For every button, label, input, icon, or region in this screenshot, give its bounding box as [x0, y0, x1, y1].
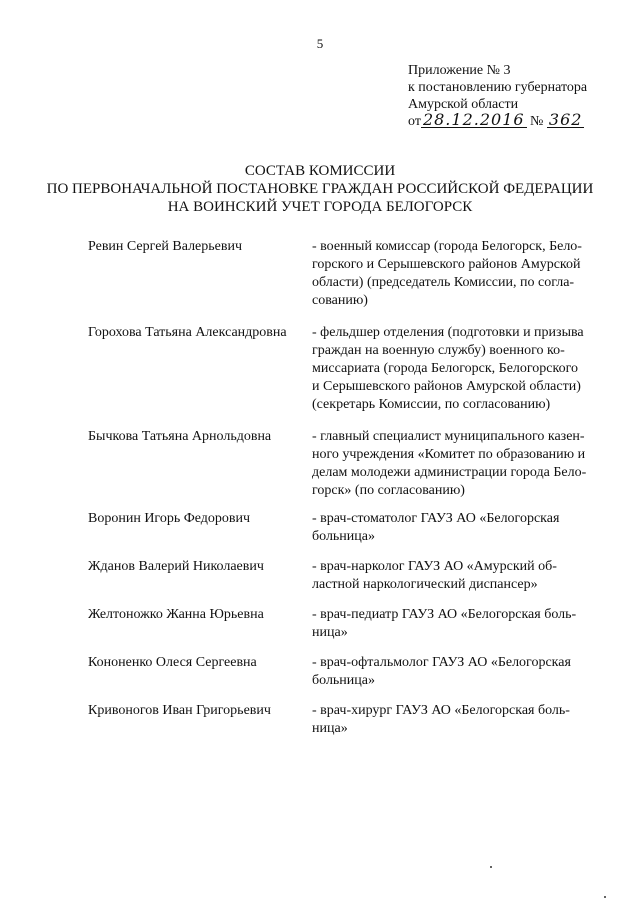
role-line: ластной наркологический диспансер» — [312, 577, 538, 592]
annex-block — [408, 62, 587, 130]
number-prefix: № — [530, 114, 544, 129]
member-name: Желтоножко Жанна Юрьевна — [88, 607, 264, 622]
role-line: и Серышевского районов Амурской области) — [312, 379, 581, 394]
document-title — [0, 162, 640, 216]
handwritten-number: 362 — [548, 110, 583, 129]
member-name: Жданов Валерий Николаевич — [88, 559, 264, 574]
member-role — [312, 238, 600, 310]
role-line: - врач-педиатр ГАУЗ АО «Белогорская боль- — [312, 607, 577, 622]
member-entry — [88, 510, 600, 546]
member-name: Кононенко Олеся Сергеевна — [88, 655, 257, 670]
title-line-2: ПО ПЕРВОНАЧАЛЬНОЙ ПОСТАНОВКЕ ГРАЖДАН РОССИЙСКОЙ ФЕДЕРАЦИИ — [46, 181, 594, 197]
member-entry — [88, 606, 600, 642]
role-line: ница» — [312, 721, 348, 736]
role-line: сованию) — [312, 293, 368, 308]
role-line: - врач-офтальмолог ГАУЗ АО «Белогорская — [312, 655, 571, 670]
role-line: - врач-хирург ГАУЗ АО «Белогорская боль- — [312, 703, 570, 718]
member-role — [312, 654, 600, 690]
role-line: ница» — [312, 625, 348, 640]
role-line: делам молодежи администрации города Бело- — [312, 465, 587, 480]
title-line-3: НА ВОИНСКИЙ УЧЕТ ГОРОДА БЕЛОГОРСК — [167, 199, 473, 215]
date-prefix: от — [408, 114, 421, 129]
role-line: - врач-нарколог ГАУЗ АО «Амурский об- — [312, 559, 557, 574]
title-line-1: СОСТАВ КОМИССИИ — [244, 163, 396, 179]
role-line: граждан на военную службу) военного ко- — [312, 343, 565, 358]
member-role — [312, 428, 600, 500]
annex-line-1: Приложение № 3 — [408, 63, 511, 78]
scan-speck — [490, 866, 492, 868]
member-name: Бычкова Татьяна Арнольдовна — [88, 429, 272, 444]
annex-line-2: к постановлению губернатора — [408, 80, 588, 95]
member-entry — [88, 558, 600, 594]
member-role — [312, 324, 600, 414]
annex-date-row — [408, 110, 587, 130]
member-name: Ревин Сергей Валерьевич — [88, 239, 243, 254]
member-role — [312, 510, 600, 546]
role-line: (секретарь Комиссии, по согласованию) — [312, 397, 551, 412]
annex-line-3: Амурской области — [408, 97, 519, 112]
role-line: больница» — [312, 529, 375, 544]
member-name: Горохова Татьяна Александровна — [88, 325, 287, 340]
page-number: 5 — [316, 36, 324, 51]
handwritten-date: 28.12.2016 — [422, 110, 525, 129]
member-entry — [88, 702, 600, 738]
member-name: Воронин Игорь Федорович — [88, 511, 251, 526]
role-line: - врач-стоматолог ГАУЗ АО «Белогорская — [312, 511, 560, 526]
role-line: больница» — [312, 673, 375, 688]
role-line: ного учреждения «Комитет по образованию и — [312, 447, 586, 462]
member-name: Кривоногов Иван Григорьевич — [88, 703, 271, 718]
member-entry — [88, 654, 600, 690]
role-line: области) (председатель Комиссии, по согла- — [312, 275, 575, 290]
member-entry — [88, 238, 600, 310]
role-line: - фельдшер отделения (подготовки и призыва — [312, 325, 584, 340]
role-line: горск» (по согласованию) — [312, 483, 465, 498]
member-role — [312, 606, 600, 642]
member-entry — [88, 428, 600, 500]
role-line: горского и Серышевского районов Амурской — [312, 257, 581, 272]
member-role — [312, 702, 600, 738]
member-role — [312, 558, 600, 594]
role-line: миссариата (города Белогорск, Белогорского — [312, 361, 578, 376]
scan-speck — [604, 896, 606, 898]
member-entry — [88, 324, 600, 414]
role-line: - главный специалист муниципального казен- — [312, 429, 585, 444]
role-line: - военный комиссар (города Белогорск, Бело- — [312, 239, 582, 254]
